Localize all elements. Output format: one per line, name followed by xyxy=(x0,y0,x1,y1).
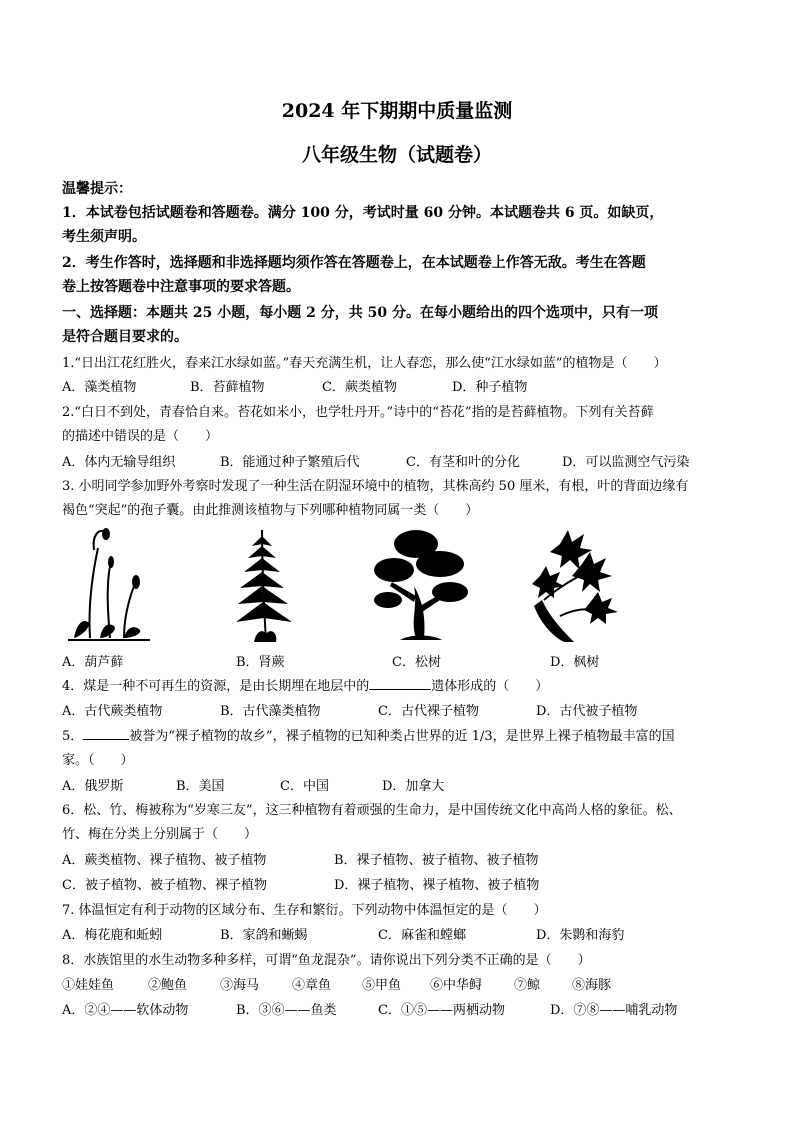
q7-option-b: B．家鸽和蜥蜴 xyxy=(220,928,308,943)
q8-item-8: ⑧海豚 xyxy=(572,978,612,993)
moss-illustration xyxy=(64,526,154,644)
q4-option-a: A．古代蕨类植物 xyxy=(62,704,163,719)
q6-stem-line1: 6．松、竹、梅被称为“岁寒三友”，这三种植物有着顽强的生命力，是中国传统文化中高尚人格的象征。松、 xyxy=(62,803,682,818)
q7-option-d: D．朱鹮和海豹 xyxy=(536,928,625,943)
q5-number: 5． xyxy=(62,729,84,744)
notice-heading: 温馨提示： xyxy=(62,181,132,197)
q6-option-c: C．被子植物、被子植物、裸子植物 xyxy=(62,878,267,893)
q8-item-3: ③海马 xyxy=(220,978,260,993)
q3-option-c: C．松树 xyxy=(392,655,441,670)
q2-option-c: C．有茎和叶的分化 xyxy=(406,455,520,470)
q1-option-a: A．藻类植物 xyxy=(62,380,137,395)
q7-option-a: A．梅花鹿和蚯蚓 xyxy=(62,928,163,943)
q8-item-4: ④章鱼 xyxy=(292,978,332,993)
q5-option-d: D．加拿大 xyxy=(382,779,445,794)
q7-stem: 7. 体温恒定有利于动物的区域分布、生存和繁衍。下列动物中体温恒定的是（ ） xyxy=(62,903,547,918)
q8-option-d: D．⑦⑧——哺乳动物 xyxy=(550,1003,678,1018)
q5-stem-line2: 家。（ ） xyxy=(62,753,134,768)
q8-option-b: B．③⑥——鱼类 xyxy=(236,1003,337,1018)
q8-option-a: A．②④——软体动物 xyxy=(62,1003,189,1018)
q3-option-b: B．肾蕨 xyxy=(236,655,285,670)
exam-subtitle: 八年级生物（试题卷） xyxy=(301,144,492,166)
notice-item2-line2: 卷上按答题卷中注意事项的要求答题。 xyxy=(62,279,300,295)
q5-option-c: C．中国 xyxy=(280,779,329,794)
q3-option-a: A．葫芦藓 xyxy=(62,655,124,670)
q4-option-b: B．古代藻类植物 xyxy=(220,704,321,719)
q6-option-d: D．裸子植物、裸子植物、被子植物 xyxy=(334,878,540,893)
maple-tree-illustration xyxy=(530,526,624,644)
q8-stem: 8．水族馆里的水生动物多种多样，可谓“鱼龙混杂”。请你说出下列分类不正确的是（ ） xyxy=(62,953,591,968)
q7-option-c: C．麻雀和螳螂 xyxy=(378,928,466,943)
q1-option-b: B．苔藓植物 xyxy=(190,380,265,395)
q6-option-a: A．蕨类植物、裸子植物、被子植物 xyxy=(62,853,267,868)
fern-illustration xyxy=(226,526,302,644)
q8-item-5: ⑤甲鱼 xyxy=(362,978,402,993)
exam-title: 2024 年下期期中质量监测 xyxy=(281,100,513,122)
q4-answer-blank xyxy=(369,677,431,690)
q2-stem-line2: 的描述中错误的是（ ） xyxy=(62,429,219,444)
q8-option-c: C．①⑤——两栖动物 xyxy=(378,1003,505,1018)
q1-stem: 1.“日出江花红胜火，春来江水绿如蓝。”春天充满生机，让人春恋，那么使“江水绿如蓝”的植物是（ ） xyxy=(62,356,667,371)
q3-stem-line1: 3. 小明同学参加野外考察时发现了一种生活在阴湿环境中的植物，其株高约 50 厘米，有根，叶的背面边缘有 xyxy=(62,479,689,494)
q5-stem xyxy=(62,725,675,744)
notice-item1-line2: 考生须声明。 xyxy=(62,229,146,245)
q4-stem-post: 遗体形成的（ ） xyxy=(431,679,549,694)
q4-stem xyxy=(62,675,548,694)
q8-item-7: ⑦鲸 xyxy=(514,978,541,993)
q8-item-6: ⑥中华鲟 xyxy=(430,978,483,993)
q5-option-b: B．美国 xyxy=(176,779,225,794)
q5-answer-blank xyxy=(83,727,129,740)
q1-option-c: C．蕨类植物 xyxy=(322,380,397,395)
q5-option-a: A．俄罗斯 xyxy=(62,779,124,794)
q2-option-d: D．可以监测空气污染 xyxy=(562,455,690,470)
q8-item-2: ②鲍鱼 xyxy=(148,978,188,993)
q3-stem-line2: 褐色“突起”的孢子囊。由此推测该植物与下列哪种植物同属一类（ ） xyxy=(62,503,479,518)
notice-item1-line1: 1．本试卷包括试题卷和答题卷。满分 100 分，考试时量 60 分钟。本试题卷共 6 页。如缺页， xyxy=(62,205,664,221)
q6-stem-line2: 竹、梅在分类上分别属于（ ） xyxy=(62,827,258,842)
q2-stem-line1: 2.“白日不到处，青春恰自来。苔花如米小，也学牡丹开。”诗中的“苔花”指的是苔藓植物。下列有关苔藓 xyxy=(62,405,654,420)
q5-stem-post: 被誉为“裸子植物的故乡”，裸子植物的已知种类占世界的近 1/3，是世界上裸子植物最丰富的国 xyxy=(129,729,675,744)
q8-item-1: ①娃娃鱼 xyxy=(62,978,115,993)
notice-item2-line1: 2．考生作答时，选择题和非选择题均须作答在答题卷上，在本试题卷上作答无敌。考生在答题 xyxy=(62,255,646,271)
q6-option-b: B．裸子植物、被子植物、被子植物 xyxy=(334,853,539,868)
q2-option-b: B．能通过种子繁殖后代 xyxy=(220,455,360,470)
q2-option-a: A．体内无输导组织 xyxy=(62,455,176,470)
pine-tree-illustration xyxy=(370,526,474,644)
q4-option-d: D．古代被子植物 xyxy=(536,704,638,719)
q3-option-d: D．枫树 xyxy=(550,655,600,670)
section1-line2: 是符合题目要求的。 xyxy=(62,329,188,345)
section1-line1: 一、选择题：本题共 25 小题，每小题 2 分，共 50 分。在每小题给出的四个选项中，只有一项 xyxy=(62,305,658,321)
q1-option-d: D．种子植物 xyxy=(452,380,528,395)
q4-stem-pre: 4．煤是一种不可再生的资源，是由长期埋在地层中的 xyxy=(62,679,370,694)
q4-option-c: C．古代裸子植物 xyxy=(378,704,479,719)
